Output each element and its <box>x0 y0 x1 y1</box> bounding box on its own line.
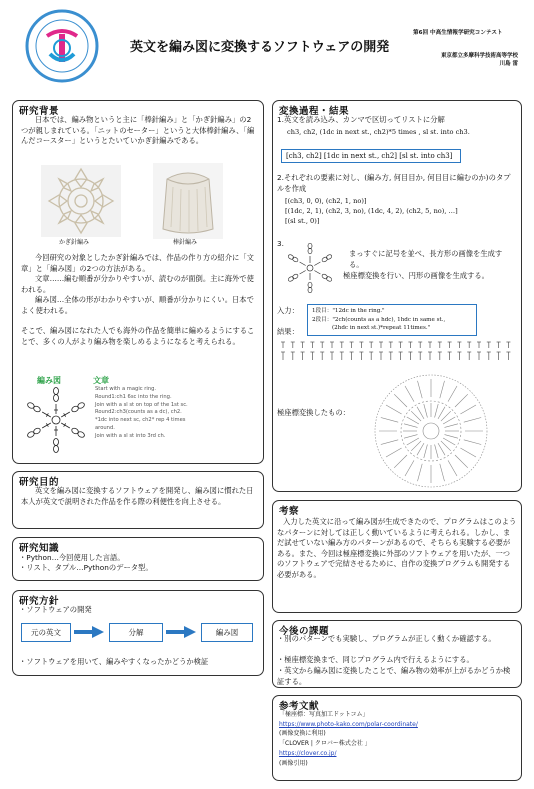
background-paragraph: 文章……編む順番が分かりやすいが、読むのが面倒。主に海外で使われる。 <box>21 274 254 294</box>
process-step: 3. <box>277 239 284 248</box>
section-heading: 変換過程・結果 <box>279 106 350 117</box>
pattern-text-line: Join with a sl st into 3rd ch. <box>95 432 166 439</box>
discussion-section <box>272 500 522 613</box>
section-heading: 考察 <box>279 506 300 517</box>
input-line: (2hdc in next st.)*repeat 11times." <box>332 325 431 331</box>
stitch-rectangle-svg <box>279 340 517 362</box>
tuple-line: [(1dc, 2, 1), (ch2, 3, no), (1dc, 4, 2), (ch2, 5, no), …] <box>285 207 458 215</box>
photo-caption: かぎ針編み <box>59 239 90 246</box>
tuple-list <box>285 196 458 226</box>
polar-label: 極座標変換したもの： <box>277 408 350 417</box>
flow-arrow <box>92 626 104 638</box>
reference-note: (画像変換に利用) <box>279 730 326 737</box>
knowledge-item: ・Python…今回使用した言語。 <box>19 553 125 562</box>
author-block <box>441 52 518 68</box>
crochet-chart-diagram <box>23 387 89 453</box>
future-item: ・別のパターンでも実験し、プログラムが正しく動くか確認する。 <box>277 634 496 643</box>
small-chart-diagram <box>285 243 335 293</box>
background-paragraph: そこで、編み図になれた人でも海外の作品を簡単に編めるようにすることで、多くの人がより編み物を楽しめるようになると考えられる。 <box>21 326 255 346</box>
future-item: ・極座標変換まで、同じプログラム内で行えるようにする。 <box>277 655 474 664</box>
photo-caption: 棒針編み <box>173 239 198 246</box>
future-section <box>272 620 522 688</box>
pattern-text-line: Join with a sl st on top of the 1st sc. <box>95 401 188 408</box>
pattern-text-line: *1dc into next sc, ch2* rep 4 times <box>95 417 186 424</box>
purpose-text: 英文を編み図に変換するソフトウェアを開発し、編み図に慣れた日本人が英文で説明された作品を作る際の利便性を向上させる。 <box>21 486 254 506</box>
list-output: [ch3, ch2] [1dc in next st., ch2] [sl st. into ch3] <box>281 149 461 163</box>
knowledge-item: ・リスト、タプル…Pythonのデータ型。 <box>19 563 153 572</box>
crochet-photo <box>41 165 121 237</box>
policy-item: ・ソフトウェアの開発 <box>19 605 92 614</box>
reference-title: 「極座標：写真加工ドットコム」 <box>279 711 369 718</box>
background-paragraph: 日本では、編み物というと主に「棒針編み」と「かぎ針編み」の2つが親しまれている。「ニットのセーター」というと大体棒針編み、「編んだコースター」というとたいていかぎ針編みである。 <box>21 115 255 145</box>
pattern-text-line: Start with a magic ring. <box>95 386 157 392</box>
flow-arrow <box>184 626 196 638</box>
result-label: 結果： <box>277 327 299 336</box>
flow-step: 分解 <box>109 623 163 642</box>
pattern-text-block <box>95 386 235 441</box>
references-section <box>272 695 522 781</box>
policy-section <box>12 590 264 676</box>
section-heading: 今後の課題 <box>279 626 330 637</box>
chart-figure-label: 編み図 <box>37 376 61 385</box>
school-name: 東京都立多摩科学技術高等学校 <box>440 53 518 59</box>
knowledge-section <box>12 537 264 581</box>
process-step: 2.それぞれの要素に対し、(編み方, 何目目か, 何目目に編むのか)のタプルを作成 <box>277 173 511 193</box>
author-name: 川島 雷 <box>499 61 518 67</box>
pattern-text-line: around. <box>95 424 115 431</box>
process-code: ch3, ch2, (1dc in next st., ch2)*5 times , sl st. into ch3. <box>287 128 470 136</box>
future-item: ・英文から編み図に変換したことで、編み物の効率が上がるかどうか検証する。 <box>277 666 511 686</box>
tuple-line: [(sl st., 0)] <box>285 217 320 225</box>
knitting-photo <box>153 163 223 239</box>
result-polar-image <box>371 371 491 491</box>
section-heading: 研究知識 <box>19 543 60 554</box>
section-heading: 研究方針 <box>19 596 60 607</box>
conference-name: 第6回 中高生情報学研究コンテスト <box>413 30 503 36</box>
input-line: 2段目："2ch(counts as a hdc), 1hdc in same st., <box>312 316 446 323</box>
process-step-text: 極座標変換を行い、円形の画像を生成する。 <box>343 271 489 280</box>
input-box <box>307 304 477 336</box>
reference-title: 「CLOVER | クロバー株式会社 」 <box>279 740 371 747</box>
section-heading: 研究目的 <box>19 477 60 488</box>
background-paragraph: 今回研究の対象としたかぎ針編みでは、作品の作り方の紹介に「文章」と「編み図」の2つの方法がある。 <box>21 253 254 273</box>
reference-note: (画像引用) <box>279 760 308 767</box>
flow-step: 編み図 <box>201 623 253 642</box>
reference-link[interactable]: https://clover.co.jp/ <box>279 750 337 757</box>
school-logo <box>24 8 100 84</box>
discussion-text: 入力した英文に沿って編み図が生成できたので、プログラムはこのようなパターンに対しては正しく動いているように考えられる。しかし、まだ試せていない編み方のパターンがあるので、そちらも実験する必要がある。また、今回は極座標変換に外部のソフトウェアを用いたが、一つのソフトウェアで完結させるために、自作の変換プログラムも開発する必要がある。 <box>277 517 517 579</box>
section-heading: 参考文献 <box>279 701 320 712</box>
pattern-text-line: Round2:ch3(counts as a dc), ch2. <box>95 409 182 416</box>
background-section <box>12 100 264 464</box>
process-step-text: まっすぐに記号を並べ、長方形の画像を生成する。 <box>349 249 503 269</box>
input-label: 入力： <box>277 306 299 315</box>
process-section <box>272 100 522 492</box>
text-figure-label: 文章 <box>93 376 109 385</box>
process-step: 1.英文を読み込み、カンマで区切ってリストに分解 <box>277 115 445 124</box>
page-title: 英文を編み図に変換するソフトウェアの開発 <box>130 40 390 55</box>
input-line: 1段目："12dc in the ring." <box>312 308 385 314</box>
purpose-section <box>12 471 264 529</box>
policy-item: ・ソフトウェアを用いて、編みやすくなったかどうか検証 <box>19 657 209 666</box>
pattern-text-line: Round1:ch1 6sc into the ring. <box>95 393 172 400</box>
section-heading: 研究背景 <box>19 106 60 117</box>
tuple-line: [(ch3, 0, 0), (ch2, 1, no)] <box>285 197 367 205</box>
flow-step: 元の英文 <box>21 623 71 642</box>
reference-link[interactable]: https://www.photo-kako.com/polar-coordinate/ <box>279 721 418 728</box>
result-rectangle-image <box>279 340 517 362</box>
background-paragraph: 編み図…全体の形がわかりやすいが、順番が分かりにくい。日本でよく使われる。 <box>21 295 254 315</box>
